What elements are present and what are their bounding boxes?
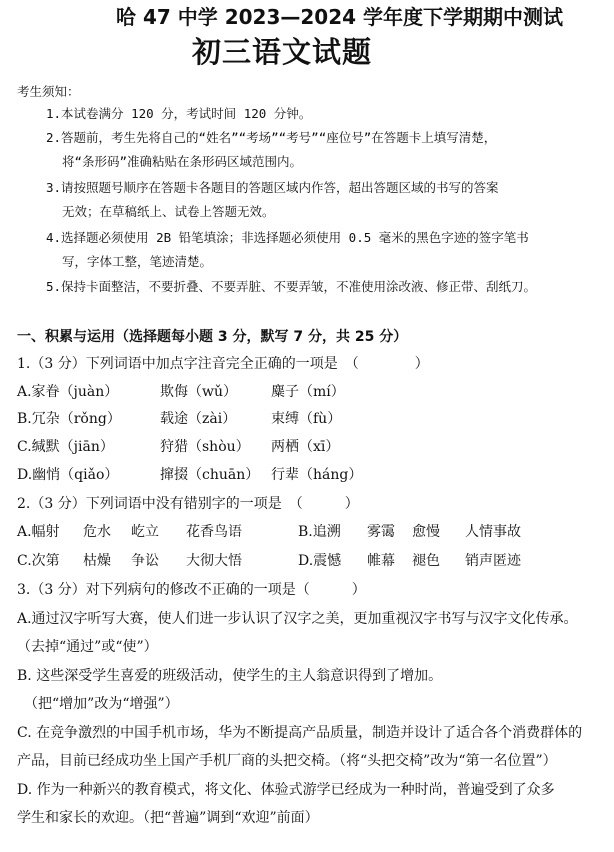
notice-item: 5.保持卡面整洁，不要折叠、不要弄脏、不要弄皱，不准使用涂改液、修正带、刮纸刀。 [46,279,537,294]
q1-option-d: D.幽悄（qiǎo） [17,467,119,483]
q1-option-c: C.缄默（jiān） [17,439,114,455]
q1-option-b: B.冗杂（rǒng） [17,411,121,427]
q1-option-a-word2: 欺侮（wǔ） [160,384,237,400]
q2-option-d: D.震憾 [298,553,342,569]
q2-word: 枯燥 [83,553,111,569]
q1-option-b-word2: 载途（zài） [160,411,237,427]
q2-word: 愈慢 [412,524,440,540]
question-2-stem: 2.（3 分）下列词语中没有错别字的一项是 （ ） [17,496,359,512]
q2-word: 帷幕 [367,553,395,569]
q2-word: 大彻大悟 [186,553,242,569]
question-3-stem: 3.（3 分）对下列病句的修改不正确的一项是（ ） [17,582,366,598]
q1-option-b-word3: 束缚（fù） [271,411,342,427]
exam-title: 哈 47 中学 2023—2024 学年度下学期期中测试 [116,5,564,29]
q3-option-a: A.通过汉字听写大赛，使人们进一步认识了汉字之美，更加重视汉字书写与汉字文化传承。 [17,611,578,627]
notice-item: 2.答题前，考生先将自己的“姓名”“考场”“考号”“座位号”在答题卡上填写清楚， [46,130,497,145]
q2-word: 危水 [83,524,111,540]
notice-item: 4.选择题必须使用 2B 铅笔填涂；非选择题必须使用 0.5 毫米的黑色字迹的签字笔书 [46,230,529,245]
q2-option-c: C.次第 [17,553,60,569]
q3-option-b: B. 这些深受学生喜爱的班级活动，使学生的主人翁意识得到了增加。 [17,668,443,684]
question-1-stem: 1.（3 分）下列词语中加点字注音完全正确的一项是 （ ） [17,356,429,372]
q2-word: 人情事故 [465,524,521,540]
q2-option-a: A.幅射 [17,524,60,540]
q3-option-d: D. 作为一种新兴的教育模式，将文化、体验式游学已经成为一种时尚，普遍受到了众多 [17,782,555,798]
q2-word: 争讼 [131,553,159,569]
q2-word: 褪色 [412,553,440,569]
q2-word: 屹立 [131,524,159,540]
notice-item: 写，字体工整，笔迹清楚。 [62,254,213,269]
q2-word: 花香鸟语 [186,524,242,540]
q3-option-b-fix: （把“增加”改为“增强”） [24,696,179,712]
q3-option-c: C. 在竞争激烈的中国手机市场，华为不断提高产品质量，制造并设计了适合各个消费群体的 [17,725,583,741]
q3-option-d-cont: 学生和家长的欢迎。（把“普遍”调到“欢迎”前面） [17,810,319,826]
q1-option-a: A.家眷（juàn） [17,384,119,400]
section-heading: 一、积累与运用（选择题每小题 3 分，默写 7 分，共 25 分） [17,329,408,345]
q2-word: 销声匿迹 [465,553,521,569]
q3-option-c-cont: 产品，目前已经成功坐上国产手机厂商的头把交椅。（将“头把交椅”改为“第一名位置”） [17,753,557,769]
q2-option-b: B.追溯 [298,524,341,540]
notice-item: 将“条形码”准确粘贴在条形码区域范围内。 [62,154,303,169]
notice-item: 1.本试卷满分 120 分，考试时间 120 分钟。 [46,106,312,121]
q1-option-c-word2: 狩猎（shòu） [160,439,250,455]
exam-subtitle: 初三语文试题 [192,35,373,69]
notice-item: 无效；在草稿纸上、试卷上答题无效。 [62,204,275,219]
q1-option-d-word2: 撺掇（chuān） [160,467,260,483]
notice-heading: 考生须知： [17,84,80,99]
q1-option-a-word3: 麋子（mí） [271,384,345,400]
notice-item: 3.请按照题号顺序在答题卡各题目的答题区域内作答，超出答题区域的书写的答案 [46,180,499,195]
q1-option-c-word3: 两栖（xī） [271,439,340,455]
q3-option-a-fix: （去掉“通过”或“使”） [17,639,158,655]
q2-word: 雾霭 [367,524,395,540]
q1-option-d-word3: 行辈（háng） [271,467,363,483]
